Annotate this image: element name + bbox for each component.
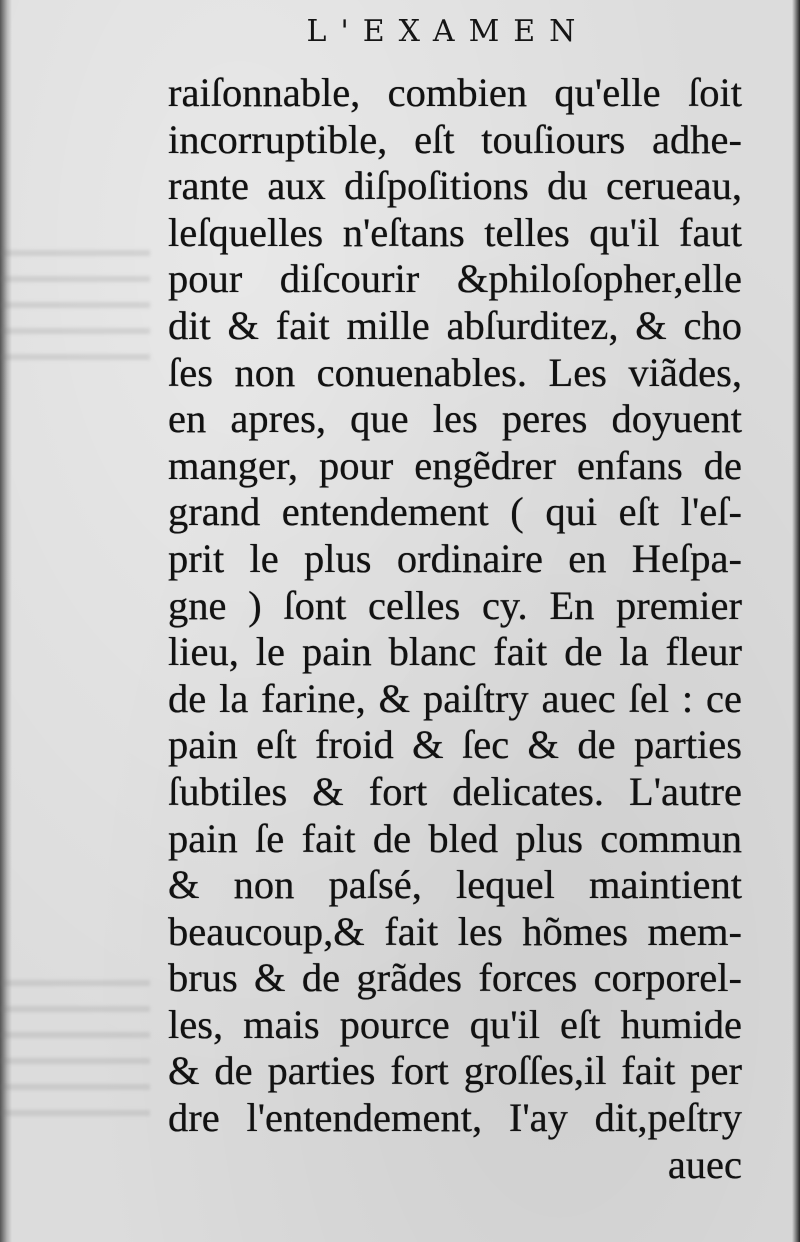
running-head: L'EXAMEN [306,14,590,49]
text-line: rante aux diſpoſitions du cerueau, [168,163,742,209]
text-line: raiſonnable, combien qu'elle ſoit [168,70,742,115]
text-line: pour diſcourir &philoſopher,elle [168,256,742,302]
text-line: de la farine, & paiſtry auec ſel : ce [168,675,742,721]
body-text [168,70,742,1188]
text-line: lieu, le pain blanc fait de la fleur [168,629,742,675]
show-through-marks-lower [0,980,150,1120]
text-line: dit & fait mille abſurditez, & cho [168,302,742,348]
text-line: incorruptible, eſt touſiours adhe- [168,116,742,162]
text-line: brus & de grãdes forces corporel- [168,955,742,1001]
text-line: & de parties fort groſſes,il fait per [168,1048,742,1094]
text-line: beaucoup,& fait les hõmes mem- [168,908,742,954]
text-line: ſes non conuenables. Les viãdes, [168,349,742,395]
text-line: en apres, que les peres doyuent [168,396,742,442]
text-line: les, mais pource qu'il eſt humide [168,1001,742,1047]
show-through-marks [0,250,150,370]
text-line: dre l'entendement, I'ay dit,peſtry [168,1095,742,1141]
text-line: leſquelles n'eſtans telles qu'il faut [168,209,742,255]
text-line: grand entendement ( qui eſt l'eſ- [168,489,742,535]
text-line: pain ſe fait de bled plus commun [168,815,742,861]
text-line: prit le plus ordinaire en Heſpa- [168,535,742,581]
text-line: ſubtiles & fort delicates. L'autre [168,768,742,814]
text-line: & non paſsé, lequel maintient [168,862,742,908]
text-line: pain eſt froid & ſec & de parties [168,722,742,768]
text-line: manger, pour engẽdrer enfans de [168,442,742,488]
catchword: auec [667,1141,742,1187]
text-line: gne ) ſont celles cy. En premier [168,582,742,628]
